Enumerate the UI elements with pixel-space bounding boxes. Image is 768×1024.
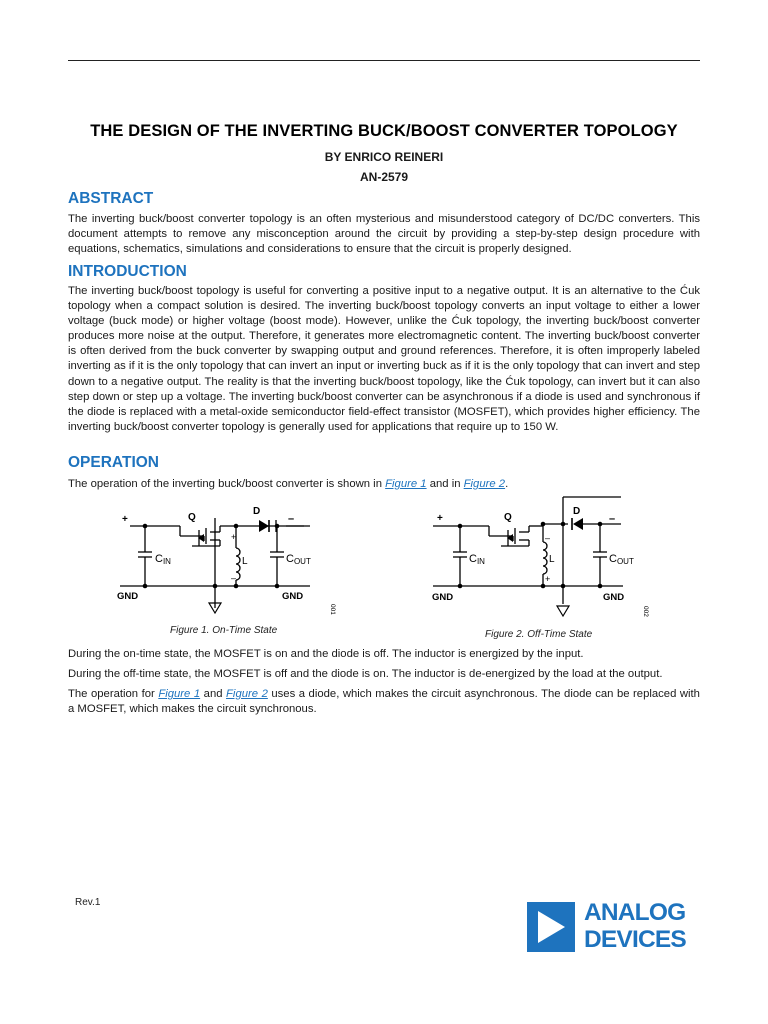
figure1-schematic [110, 500, 350, 618]
fig1-l-minus: – [231, 573, 237, 583]
abstract-text: The inverting buck/boost converter topology is an often mysterious and misunderstood category of DC/DC converters. This document attempts to remove any misconception around the circuit by providing a step-by-step design procedure with equations, schematics, simulations and considerations to ensure that the circuit is properly designed. [68, 213, 700, 256]
fig1-d-label: D [253, 506, 261, 517]
revision-label: Rev.1 [75, 897, 101, 908]
fig1-l-label: L [242, 556, 248, 567]
analog-devices-logo [527, 900, 702, 954]
figure2-link-2[interactable]: Figure 2 [226, 688, 268, 700]
off-state-text: During the off-time state, the MOSFET is off and the diode is on. The inductor is de-energized by the load at the output. [68, 668, 663, 680]
logo-wordmark: ANALOG DEVICES [584, 899, 686, 953]
fig2-d-label: D [573, 506, 581, 517]
fig1-cout-label: COUT [286, 553, 311, 566]
figure2-schematic [423, 496, 663, 626]
fig1-gnd-right: GND [282, 591, 304, 602]
fig2-plus-label: + [437, 513, 443, 524]
fig2-minus-label: – [609, 513, 616, 525]
fig1-gnd-left: GND [117, 591, 139, 602]
fig2-gnd-right: GND [603, 592, 625, 603]
figure1-link-2[interactable]: Figure 1 [158, 688, 201, 700]
fig2-l-label: L [549, 554, 555, 565]
figure1-link[interactable]: Figure 1 [385, 478, 427, 490]
fig1-cin-label: CIN [155, 553, 171, 566]
logo-triangle-icon [527, 902, 575, 952]
author-byline: BY ENRICO REINERI [324, 150, 444, 164]
fig1-l-plus: + [231, 532, 237, 542]
operation-summary: The operation for Figure 1 and Figure 2 uses a diode, which makes the circuit asynchronous. The diode can be replaced with a MOSFET, which makes the circuit synchronous. [68, 688, 700, 716]
introduction-heading: INTRODUCTION [68, 263, 187, 280]
fig2-gnd-left: GND [432, 592, 454, 603]
figure2-link[interactable]: Figure 2 [463, 478, 506, 490]
fig2-cin-label: CIN [469, 553, 485, 566]
document-title: THE DESIGN OF THE INVERTING BUCK/BOOST CONVERTER TOPOLOGY [90, 122, 678, 140]
figure2-caption: Figure 2. Off-Time State [485, 629, 593, 640]
fig1-plus-label: + [122, 514, 128, 525]
fig2-id-tag: 002 [642, 606, 649, 617]
on-state-text: During the on-time state, the MOSFET is on and the diode is off. The inductor is energized by the input. [68, 648, 584, 660]
introduction-text: The inverting buck/boost topology is useful for converting a positive input to a negative output. It is an alternative to the Ćuk topology when a compact solution is desired. The inverting buck/boost topology converts an input voltage to either a lower voltage (buck mode) or higher voltage (boost mode). However, unlike the Ćuk topology, the inverting buck/boost converter produces more noise at the output. Therefore, it generates more electromagnetic content. The inverting buck/boost converter is often derived from the buck converter by swapping output and ground references. Therefore, it is often improperly labeled inverting as if it is the only topology that can invert an input or inverting buck as if it is the only topology that can invert and step down to a negative output. The reality is that the inverting buck/boost topology, like the Ćuk topology, can invert but it can also step down or step up a voltage. The inverting buck/boost converter can be asynchronous if a diode is used and synchronous if the diode is replaced with a metal-oxide semiconductor field-effect transistor (MOSFET), which provides higher efficiency. The inverting buck/boost converter topology is generally used for applications that require up to 150 W. [68, 285, 700, 433]
fig2-q-label: Q [504, 512, 512, 523]
abstract-heading: ABSTRACT [68, 190, 154, 207]
fig2-l-minus: – [545, 533, 551, 543]
fig2-l-plus: + [545, 574, 551, 584]
operation-intro: The operation of the inverting buck/boost converter is shown in Figure 1 and in Figure 2. [68, 478, 509, 490]
fig1-q-label: Q [188, 512, 196, 523]
fig1-minus-label: – [288, 513, 295, 525]
figure1-caption: Figure 1. On-Time State [170, 625, 278, 636]
operation-heading: OPERATION [68, 454, 159, 471]
top-rule [68, 60, 700, 61]
document-number: AN-2579 [359, 170, 409, 184]
fig1-id-tag: 001 [329, 604, 336, 615]
fig2-cout-label: COUT [609, 553, 634, 566]
